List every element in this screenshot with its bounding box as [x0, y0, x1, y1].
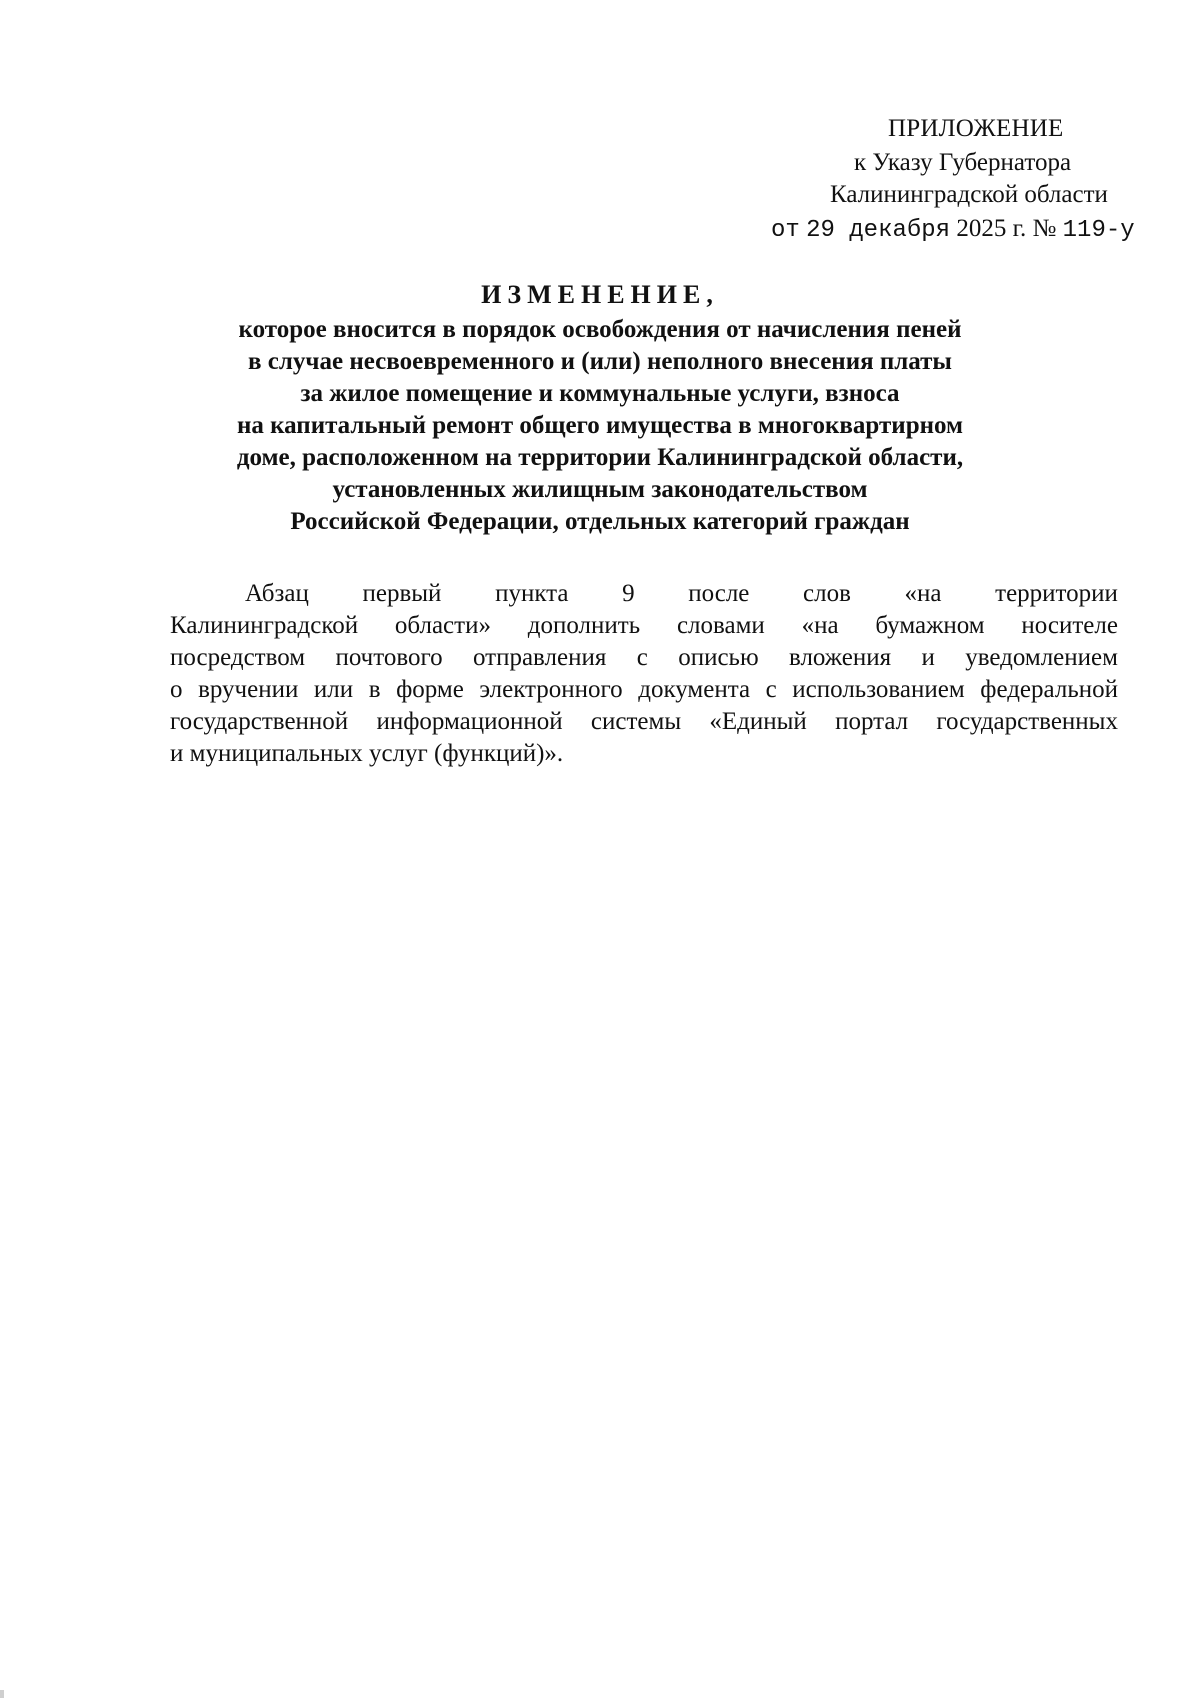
- paragraph-line-2: [170, 610, 1118, 642]
- date-value: 29 декабря: [806, 217, 951, 244]
- subtitle-line: Российской Федерации, отдельных категорий граждан: [290, 508, 910, 535]
- word: документа: [638, 676, 751, 703]
- decree-number: 119-у: [1062, 217, 1135, 244]
- word: словами: [676, 612, 765, 639]
- appendix-decree-ref: к Указу Губернатора: [854, 149, 1072, 176]
- word: или: [313, 676, 354, 703]
- word: государственных: [936, 708, 1118, 735]
- word: форме: [396, 676, 464, 703]
- word: в: [368, 676, 381, 703]
- word: 9: [622, 580, 635, 607]
- word: Калининградской: [170, 612, 359, 639]
- document-title-block: [160, 278, 1040, 538]
- word: информационной: [376, 708, 563, 735]
- word: «Единый: [709, 708, 807, 735]
- word: с: [636, 644, 648, 671]
- word: вручении: [198, 676, 299, 703]
- word: уведомлением: [965, 644, 1118, 671]
- word: слов: [803, 580, 851, 607]
- paragraph-line-6: и муниципальных услуг (функций)».: [170, 740, 564, 767]
- appendix-region: Калининградской области: [830, 181, 1108, 208]
- word: описью: [678, 644, 759, 671]
- word: посредством: [170, 644, 306, 671]
- paragraph-line-4: [170, 674, 1118, 706]
- word: использованием: [792, 676, 965, 703]
- word: с: [765, 676, 777, 703]
- subtitle-line: которое вносится в порядок освобождения от начисления пеней: [238, 316, 962, 343]
- word: «на: [904, 580, 942, 607]
- date-prefix: от: [771, 217, 800, 244]
- word: электронного: [479, 676, 623, 703]
- word: системы: [590, 708, 682, 735]
- paragraph-line-1: [170, 578, 1118, 610]
- word: пункта: [495, 580, 569, 607]
- word: Абзац: [245, 580, 309, 607]
- subtitle-line: установленных жилищным законодательством: [332, 476, 868, 503]
- paragraph-line-3: [170, 642, 1118, 674]
- subtitle-line: за жилое помещение и коммунальные услуги, взноса: [300, 380, 900, 407]
- word: территории: [995, 580, 1118, 607]
- subtitle-line: в случае несвоевременного и (или) неполного внесения платы: [248, 348, 952, 375]
- word: первый: [362, 580, 442, 607]
- subtitle-line: доме, расположенном на территории Калининградской области,: [236, 444, 964, 471]
- word: вложения: [788, 644, 892, 671]
- word: о: [170, 676, 183, 703]
- word: области»: [394, 612, 491, 639]
- word: носителе: [1021, 612, 1118, 639]
- date-year: 2025 г. №: [956, 215, 1057, 242]
- word: дополнить: [527, 612, 641, 639]
- paragraph-line-5: [170, 706, 1118, 738]
- scan-artifact: [0, 1690, 4, 1698]
- subtitle-line: на капитальный ремонт общего имущества в многоквартирном: [236, 412, 964, 439]
- word: после: [688, 580, 750, 607]
- word: отправления: [472, 644, 607, 671]
- word: почтового: [335, 644, 443, 671]
- body-paragraph: [170, 578, 1118, 770]
- word: и: [921, 644, 935, 671]
- document-title: ИЗМЕНЕНИЕ,: [481, 280, 719, 309]
- word: федеральной: [980, 676, 1118, 703]
- word: портал: [835, 708, 909, 735]
- word: бумажном: [875, 612, 985, 639]
- appendix-date-line: [771, 212, 1135, 248]
- appendix-title: ПРИЛОЖЕНИЕ: [888, 115, 1064, 142]
- word: государственной: [170, 708, 349, 735]
- word: «на: [801, 612, 839, 639]
